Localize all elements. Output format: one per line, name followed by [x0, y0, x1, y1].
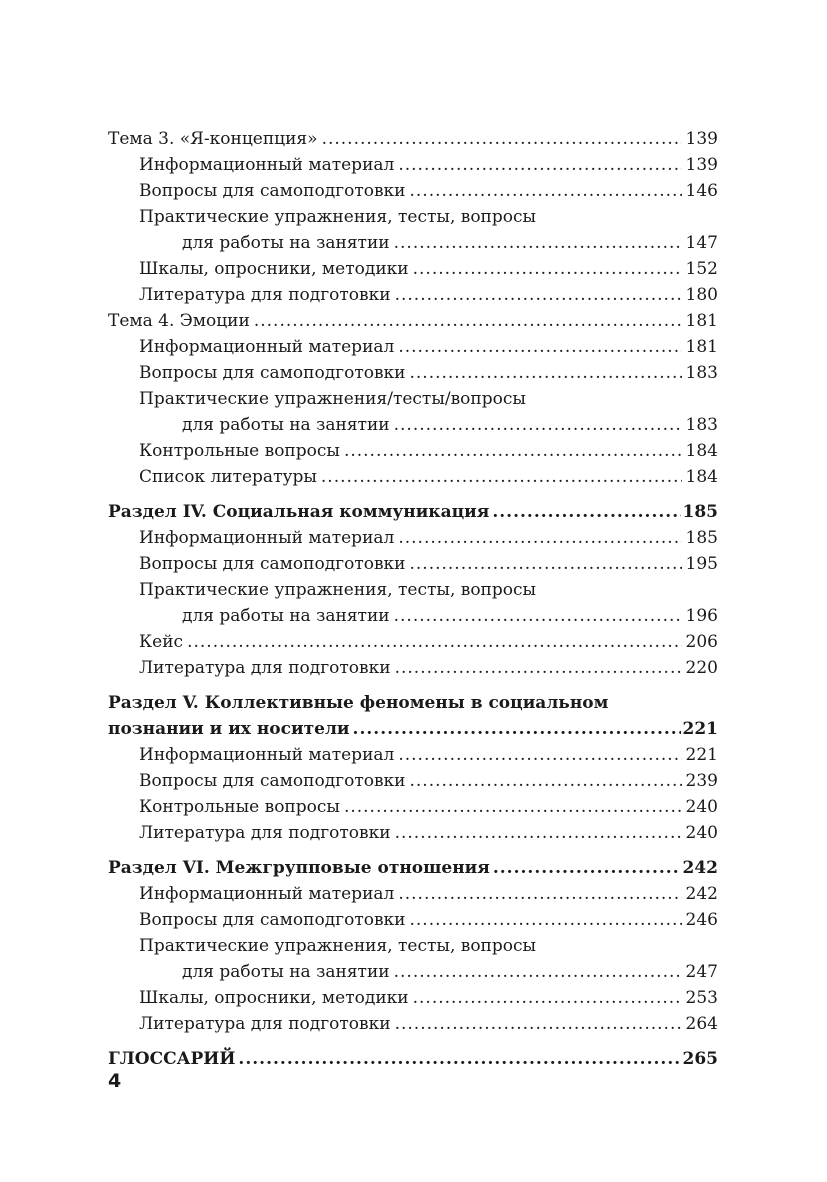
toc-subsection-entry[interactable]: [108, 464, 718, 490]
dot-leader: [398, 525, 681, 551]
table-of-contents: [108, 126, 718, 1072]
toc-page-number: 139: [685, 129, 718, 149]
toc-entry-title-continued: для работы на занятии: [182, 415, 390, 435]
toc-entry-title: Вопросы для самоподготовки: [139, 910, 406, 930]
toc-subsection-entry[interactable]: [108, 178, 718, 204]
toc-entry-title: Литература для подготовки: [139, 285, 391, 305]
toc-page-number: 181: [685, 337, 718, 357]
toc-entry-title: Список литературы: [139, 467, 317, 487]
dot-leader: [398, 742, 681, 768]
dot-leader: [394, 603, 682, 629]
toc-subsection-entry[interactable]: [108, 881, 718, 907]
toc-page-number: 221: [682, 719, 718, 739]
dot-leader: [254, 308, 682, 334]
toc-subsection-entry[interactable]: [108, 334, 718, 360]
page-number: 4: [108, 1070, 122, 1092]
toc-section-entry[interactable]: [108, 1046, 718, 1072]
toc-section-entry[interactable]: [108, 855, 718, 881]
toc-subsection-entry[interactable]: [108, 985, 718, 1011]
toc-page-number: 184: [685, 467, 718, 487]
toc-subsection-entry[interactable]: [108, 204, 718, 256]
dot-leader: [394, 412, 682, 438]
toc-entry-title: Контрольные вопросы: [139, 441, 340, 461]
dot-leader: [238, 1046, 680, 1072]
toc-entry-title: Практические упражнения, тесты, вопросы: [139, 580, 537, 600]
toc-subsection-entry[interactable]: [108, 525, 718, 551]
toc-page-number: 196: [685, 606, 718, 626]
toc-entry-title: Литература для подготовки: [139, 1014, 391, 1034]
dot-leader: [398, 881, 681, 907]
toc-entry-title: Литература для подготовки: [139, 658, 391, 678]
toc-entry-title: Вопросы для самоподготовки: [139, 181, 406, 201]
toc-subsection-entry[interactable]: [108, 551, 718, 577]
toc-page-number: 183: [685, 363, 718, 383]
toc-entry-title-continued: для работы на занятии: [182, 233, 390, 253]
toc-page-number: 183: [685, 415, 718, 435]
toc-entry-title: Информационный материал: [139, 745, 395, 765]
dot-leader: [413, 256, 682, 282]
toc-section-entry[interactable]: [108, 308, 718, 334]
toc-section-entry[interactable]: [108, 690, 718, 742]
toc-section-entry[interactable]: [108, 126, 718, 152]
toc-page-number: 240: [685, 823, 718, 843]
toc-entry-title: Практические упражнения, тесты, вопросы: [139, 936, 537, 956]
toc-entry-title: Вопросы для самоподготовки: [139, 771, 406, 791]
dot-leader: [395, 820, 682, 846]
toc-page-number: 264: [685, 1014, 718, 1034]
toc-page-number: 239: [685, 771, 718, 791]
toc-entry-title: Шкалы, опросники, методики: [139, 259, 409, 279]
toc-page-number: 206: [685, 632, 718, 652]
dot-leader: [395, 1011, 682, 1037]
toc-entry-title: Информационный материал: [139, 155, 395, 175]
toc-page-number: 242: [685, 884, 718, 904]
toc-subsection-entry[interactable]: [108, 742, 718, 768]
toc-page-number: 180: [685, 285, 718, 305]
dot-leader: [344, 438, 682, 464]
dot-leader: [492, 499, 680, 525]
toc-subsection-entry[interactable]: [108, 629, 718, 655]
toc-entry-title: Информационный материал: [139, 528, 395, 548]
toc-subsection-entry[interactable]: [108, 794, 718, 820]
toc-page-number: 147: [685, 233, 718, 253]
toc-subsection-entry[interactable]: [108, 1011, 718, 1037]
dot-leader: [413, 985, 682, 1011]
toc-page-number: 253: [685, 988, 718, 1008]
dot-leader: [398, 334, 681, 360]
toc-page-number: 265: [682, 1049, 718, 1069]
toc-subsection-entry[interactable]: [108, 577, 718, 629]
toc-page-number: 195: [685, 554, 718, 574]
dot-leader: [394, 959, 682, 985]
dot-leader: [409, 360, 681, 386]
toc-subsection-entry[interactable]: [108, 282, 718, 308]
toc-page-number: 220: [685, 658, 718, 678]
toc-entry-title: Вопросы для самоподготовки: [139, 554, 406, 574]
toc-page-number: 181: [685, 311, 718, 331]
toc-entry-title: Раздел IV. Социальная коммуникация: [108, 502, 490, 522]
dot-leader: [398, 152, 681, 178]
toc-subsection-entry[interactable]: [108, 360, 718, 386]
toc-subsection-entry[interactable]: [108, 907, 718, 933]
toc-page-number: 185: [685, 528, 718, 548]
toc-page-number: 152: [685, 259, 718, 279]
toc-page-number: 221: [685, 745, 718, 765]
toc-entry-title: Тема 3. «Я-концепция»: [108, 129, 318, 149]
toc-section-entry[interactable]: [108, 499, 718, 525]
toc-subsection-entry[interactable]: [108, 152, 718, 178]
toc-entry-title: Информационный материал: [139, 884, 395, 904]
dot-leader: [409, 551, 681, 577]
toc-page-number: 247: [685, 962, 718, 982]
toc-subsection-entry[interactable]: [108, 386, 718, 438]
toc-page-number: 246: [685, 910, 718, 930]
toc-page-number: 184: [685, 441, 718, 461]
toc-page-number: 146: [685, 181, 718, 201]
toc-subsection-entry[interactable]: [108, 820, 718, 846]
toc-page-number: 240: [685, 797, 718, 817]
toc-entry-title-continued: для работы на занятии: [182, 962, 390, 982]
dot-leader: [321, 464, 682, 490]
toc-subsection-entry[interactable]: [108, 933, 718, 985]
toc-entry-title: Вопросы для самоподготовки: [139, 363, 406, 383]
toc-entry-title-continued: познании и их носители: [108, 719, 350, 739]
toc-subsection-entry[interactable]: [108, 438, 718, 464]
toc-entry-title: Кейс: [139, 632, 184, 652]
dot-leader: [187, 629, 681, 655]
toc-entry-title-continued: для работы на занятии: [182, 606, 390, 626]
toc-entry-title: Раздел VI. Межгрупповые отношения: [108, 858, 490, 878]
toc-page-number: 185: [682, 502, 718, 522]
dot-leader: [409, 178, 681, 204]
toc-page-number: 242: [682, 858, 718, 878]
toc-entry-title: Информационный материал: [139, 337, 395, 357]
toc-subsection-entry[interactable]: [108, 256, 718, 282]
toc-entry-title: Тема 4. Эмоции: [108, 311, 250, 331]
dot-leader: [394, 230, 682, 256]
toc-entry-title: Раздел V. Коллективные феномены в социальном: [108, 693, 609, 713]
toc-page-number: 139: [685, 155, 718, 175]
toc-subsection-entry[interactable]: [108, 768, 718, 794]
toc-entry-title: Контрольные вопросы: [139, 797, 340, 817]
toc-entry-title: Практические упражнения, тесты, вопросы: [139, 207, 537, 227]
dot-leader: [395, 655, 682, 681]
dot-leader: [344, 794, 682, 820]
dot-leader: [409, 768, 681, 794]
toc-entry-title: Литература для подготовки: [139, 823, 391, 843]
toc-subsection-entry[interactable]: [108, 655, 718, 681]
dot-leader: [353, 716, 681, 742]
toc-entry-title: Шкалы, опросники, методики: [139, 988, 409, 1008]
dot-leader: [493, 855, 681, 881]
dot-leader: [322, 126, 682, 152]
dot-leader: [409, 907, 681, 933]
toc-entry-title: ГЛОССАРИЙ: [108, 1049, 236, 1069]
toc-entry-title: Практические упражнения/тесты/вопросы: [139, 389, 526, 409]
dot-leader: [395, 282, 682, 308]
